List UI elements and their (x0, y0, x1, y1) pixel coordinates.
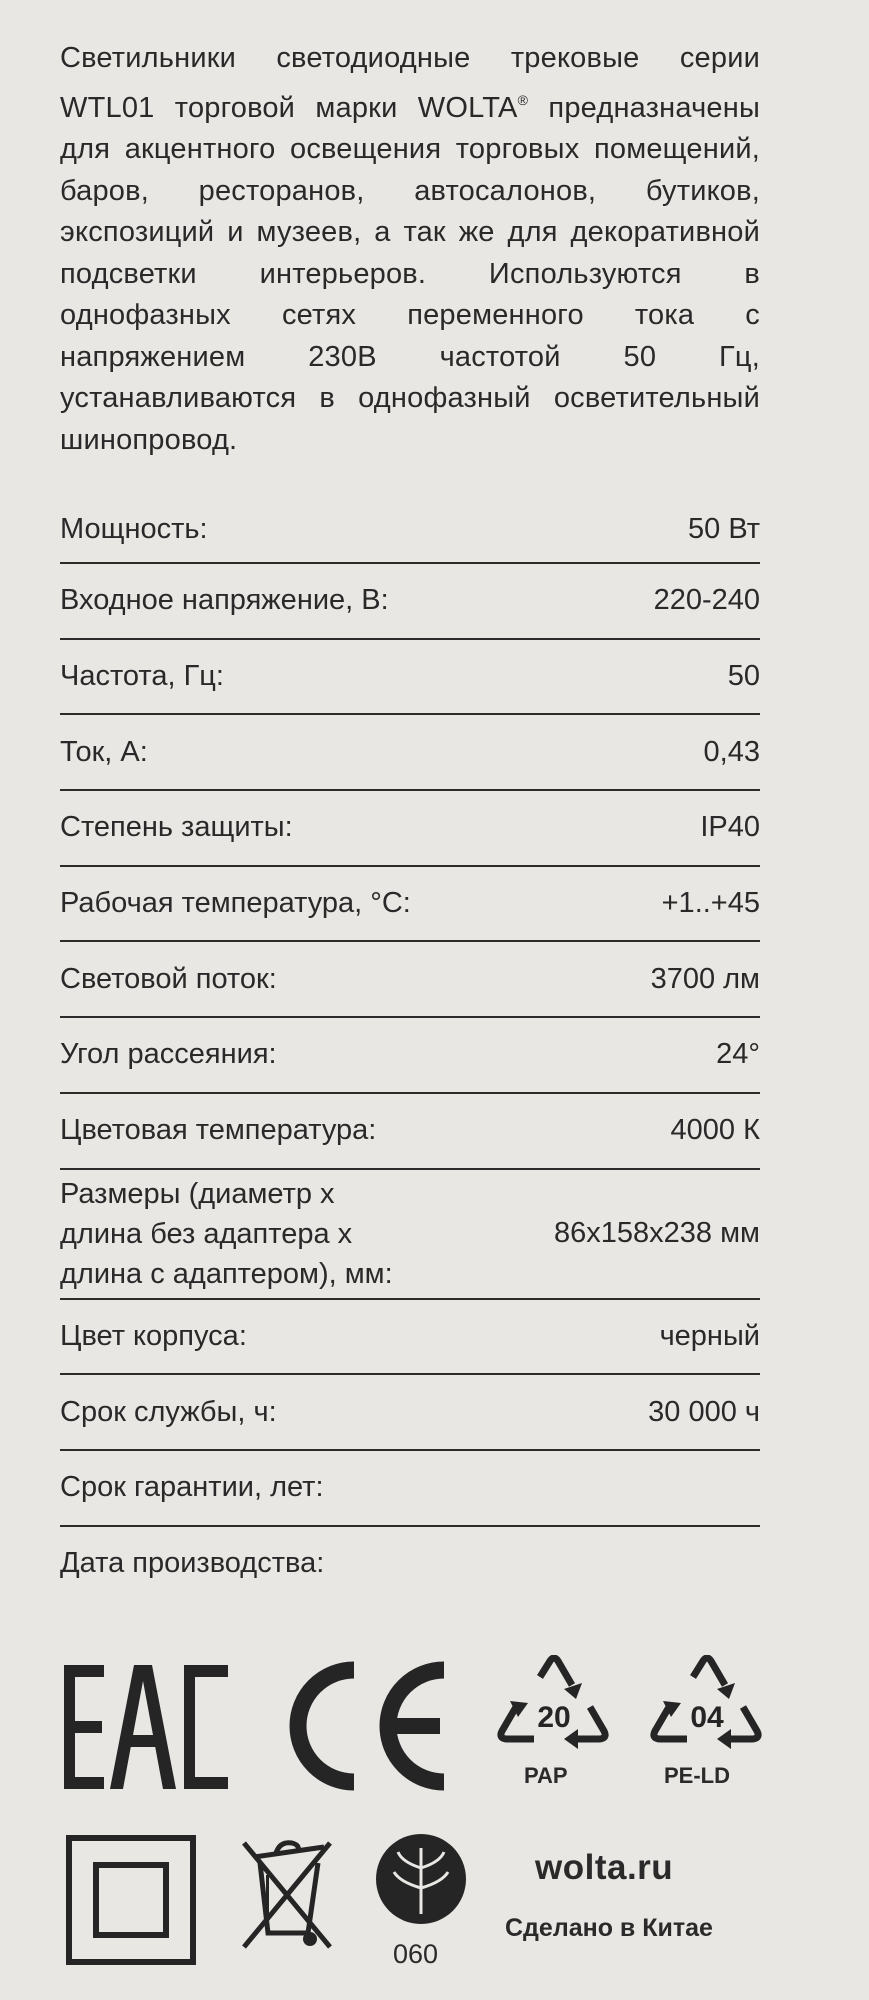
spec-row-dimensions (60, 1168, 760, 1298)
spec-value: 50 (727, 660, 760, 693)
spec-value: 220-240 (653, 584, 760, 617)
spec-label: Рабочая температура, °С: (60, 887, 411, 920)
spec-row-current (60, 713, 760, 789)
eac-mark-icon (62, 1663, 232, 1791)
spec-row-luminous-flux (60, 940, 760, 1016)
ce-mark-icon (278, 1660, 453, 1792)
spec-value: черный (659, 1319, 760, 1352)
spec-value: +1..+45 (661, 887, 760, 920)
spec-label: Цвет корпуса: (60, 1319, 247, 1352)
recycle-pe-ld-icon (647, 1655, 767, 1765)
spec-row-warranty (60, 1449, 760, 1525)
spec-label (60, 1174, 393, 1294)
spec-row-voltage (60, 562, 760, 638)
spec-label-line: Размеры (диаметр х (60, 1177, 335, 1210)
spec-row-frequency (60, 638, 760, 714)
spec-label: Ток, А: (60, 735, 148, 768)
spec-row-production-date (60, 1525, 760, 1601)
spec-value: 50 Вт (688, 512, 760, 545)
plant-code: 060 (393, 1939, 439, 1969)
spec-row-power (60, 496, 760, 562)
spec-row-temperature (60, 865, 760, 941)
intro-paragraph (60, 38, 760, 461)
spec-value: 86х158х238 мм (554, 1217, 760, 1249)
spec-row-body-color (60, 1298, 760, 1374)
spec-label: Входное напряжение, В: (60, 584, 389, 617)
spec-label: Срок гарантии, лет: (60, 1471, 324, 1504)
spec-row-beam-angle (60, 1016, 760, 1092)
svg-text:04: 04 (690, 1701, 724, 1734)
spec-row-color-temperature (60, 1092, 760, 1168)
spec-row-service-life (60, 1373, 760, 1449)
spec-row-protection (60, 789, 760, 865)
spec-value: 3700 лм (650, 962, 760, 995)
svg-text:20: 20 (537, 1701, 571, 1734)
intro-text: Светильники светодиодные трековые серии WTL01 торговой марки WOLTA (60, 42, 760, 124)
spec-label: Угол рассеяния: (60, 1038, 277, 1071)
website-link[interactable]: wolta.ru (535, 1848, 674, 1887)
spec-label: Срок службы, ч: (60, 1395, 277, 1428)
spec-value: IP40 (700, 811, 760, 844)
spec-label-line: длина с адаптером), мм: (60, 1257, 393, 1290)
double-insulation-icon (66, 1835, 196, 1965)
spec-label: Частота, Гц: (60, 660, 224, 693)
intro-text-2: предназначены для акцентного освещения торговых помещений, баров, ресторанов, автосалонов, бутиков, экспозиций и музеев, а так же для декоративной подсветки интерьеров. Используются в однофазных сетях переменного тока с напряжением 230В частотой 50 Гц, устанавливаются в однофазный осветительный шинопровод. (60, 91, 760, 456)
plant-certification-icon (374, 1832, 468, 1926)
crossed-bin-icon (236, 1835, 336, 1955)
spec-label: Цветовая температура: (60, 1114, 377, 1147)
recycle-pap-icon (494, 1655, 614, 1765)
made-in-text: Сделано в Китае (505, 1914, 713, 1942)
spec-label: Мощность: (60, 512, 208, 545)
recycle-pap-label: PAP (524, 1763, 568, 1788)
spec-label: Световой поток: (60, 962, 277, 995)
spec-value: 4000 К (670, 1114, 760, 1147)
recycle-pe-ld-label: PE-LD (664, 1763, 730, 1788)
spec-label: Дата производства: (60, 1546, 325, 1579)
spec-label: Степень защиты: (60, 811, 293, 844)
registered-mark: ® (517, 91, 529, 108)
spec-value: 24° (716, 1038, 760, 1071)
spec-label-line: длина без адаптера х (60, 1217, 353, 1250)
spec-value: 30 000 ч (648, 1395, 760, 1428)
product-description-panel (60, 0, 760, 1579)
spec-value: 0,43 (703, 735, 760, 768)
specs-table (60, 496, 760, 1600)
